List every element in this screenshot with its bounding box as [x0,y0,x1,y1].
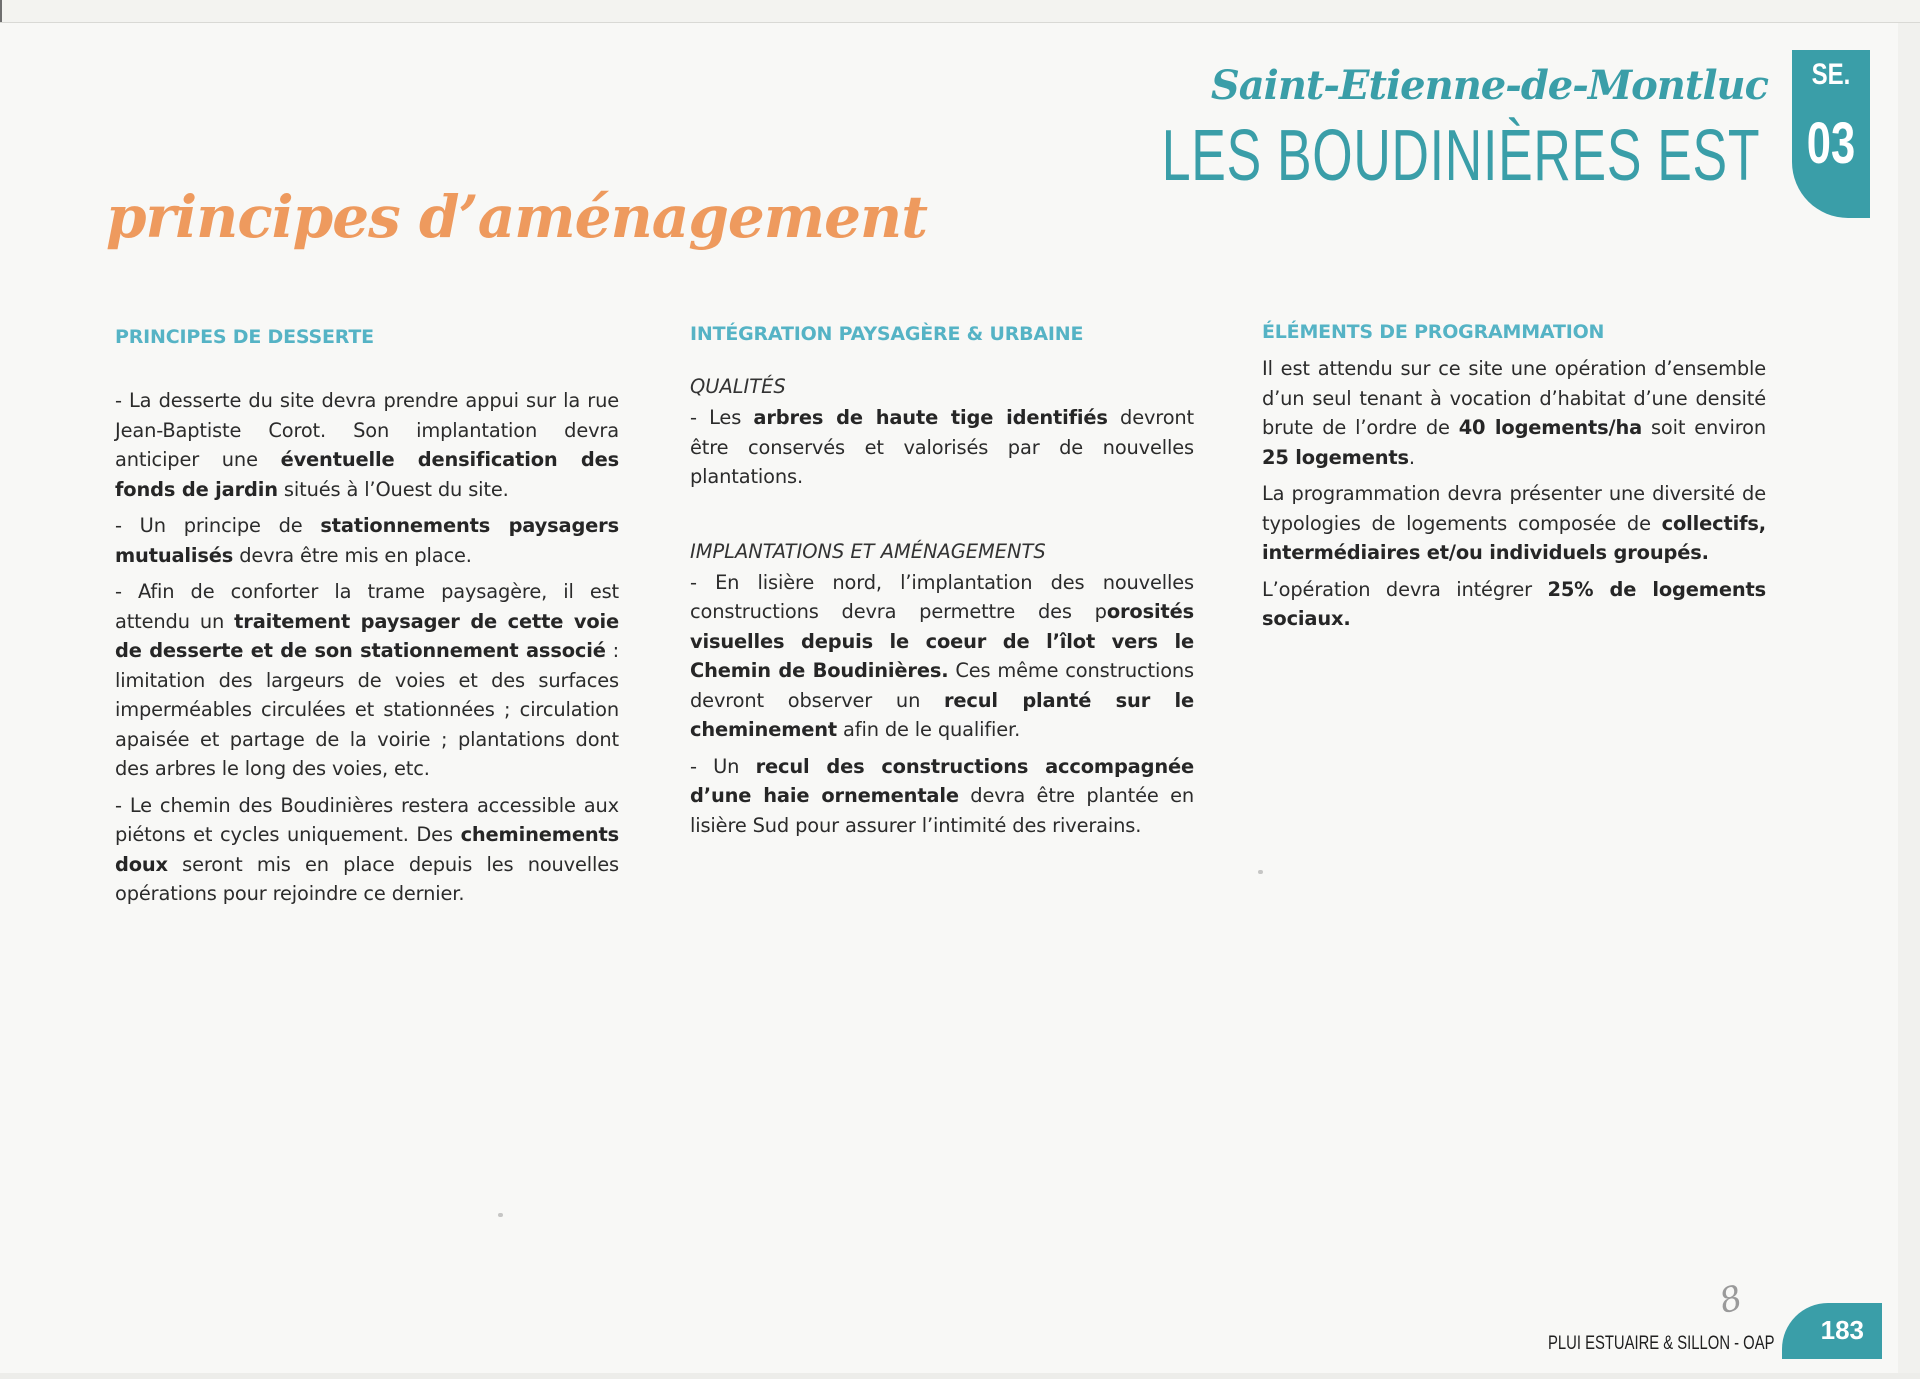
section-badge [1792,50,1870,218]
bold-run: arbres de haute tige identifiés [753,406,1108,429]
paragraph [115,511,619,570]
subheading-qualites: QUALITÉS [690,375,786,398]
page-number: 183 [1820,1315,1864,1345]
text-run: devront être conservés et valorisés par de nouvelles plantations. [690,406,1195,488]
section-code: SE. [1811,58,1851,91]
text-run: - Un principe de [115,514,321,537]
paragraph [690,568,1194,745]
scan-right-margin [1898,23,1920,1379]
bold-run: orosités visuelles depuis le coeur de l’îlot vers le Chemin de Boudinières. [690,600,1194,682]
paragraph [1262,354,1766,472]
text-run: La programmation devra présenter une diversité de typologies de logements composée de [1262,482,1766,535]
text-run: . [1408,445,1415,469]
paragraph [115,791,619,909]
text-run: Ces même constructions devront observer un [690,659,1194,712]
text-run: - Le chemin des Boudinières restera accessible aux piétons et cycles uniquement. Des [115,793,619,846]
column-elements-programmation [1262,320,1766,641]
paragraph [690,403,1194,492]
scan-speck [1258,870,1263,874]
text-run: situés à l’Ouest du site. [277,477,509,501]
text-run: - Afin de conforter la trame paysagère, il est attendu un [115,580,619,633]
bold-run: éventuelle densification des fonds de jardin [115,448,619,501]
site-title: LES BOUDINIÈRES EST [1161,116,1760,196]
text-run: seront mis en place depuis les nouvelles opérations pour rejoindre ce dernier. [115,852,619,905]
bold-run: collectifs, intermédiaires et/ou individuels groupés. [1262,511,1766,564]
section-number: 03 [1806,111,1856,176]
column-heading: PRINCIPES DE DESSERTE [115,326,374,348]
paragraph [115,577,619,784]
column-heading: ÉLÉMENTS DE PROGRAMMATION [1262,321,1605,343]
scan-top-strip [0,0,1920,23]
text-run: : limitation des largeurs de voies et des surfaces imperméables circulées et stationnées ; circulation apaisée et partage de la voirie ; plantations dont des arbres le long des voies, etc. [115,639,619,780]
bold-run: stationnements paysagers mutualisés [115,514,619,567]
text-run: - En lisière nord, l’implantation des nouvelles constructions devra permettre des p [690,570,1194,623]
paragraph [1262,575,1766,634]
locality-name: Saint-Etienne-de-Montluc [1210,62,1768,109]
bold-run: 25% de logements sociaux. [1262,577,1766,630]
paragraph [115,386,619,504]
bold-run: recul des constructions accompagnée d’une haie ornementale [690,754,1195,807]
text-run: - Un [690,754,756,778]
document-label: PLUI ESTUAIRE & SILLON - OAP [1548,1333,1775,1354]
column-integration-paysagere [690,322,1194,847]
bold-run: traitement paysager de cette voie de desserte et de son stationnement associé [115,609,619,662]
text-run: L’opération devra intégrer [1262,577,1548,601]
text-run: Il est attendu sur ce site une opération d’ensemble d’un seul tenant à vocation d’habitat d’une densité brute de l’ordre de [1262,357,1766,439]
scan-bottom-strip [0,1373,1920,1379]
column-heading: INTÉGRATION PAYSAGÈRE & URBAINE [690,323,1084,345]
page-heading: principes d’aménagement [106,183,928,251]
text-run: soit environ [1642,416,1766,439]
text-run: - La desserte du site devra prendre appui sur la rue Jean-Baptiste Corot. Son implantation devra anticiper une [115,389,619,471]
text-run: devra être plantée en lisière Sud pour assurer l’intimité des riverains. [690,784,1194,837]
text-run: devra être mis en place. [233,543,472,567]
subheading-implantations: IMPLANTATIONS ET AMÉNAGEMENTS [690,539,1046,563]
paragraph [1262,479,1766,568]
bold-run: recul planté sur le cheminement [690,688,1194,741]
handwritten-annotation: 8 [1715,1277,1747,1323]
bold-run: cheminements doux [115,823,619,876]
text-run: afin de le qualifier. [837,718,1021,741]
scan-edge-mark [0,0,2,22]
bold-run: 25 logements [1262,445,1409,469]
spacer [690,499,1194,537]
text-run: - Les [690,406,754,429]
paragraph [690,752,1194,841]
bold-run: 40 logements/ha [1458,416,1643,439]
column-principes-desserte [115,325,619,916]
scan-speck [498,1213,503,1217]
